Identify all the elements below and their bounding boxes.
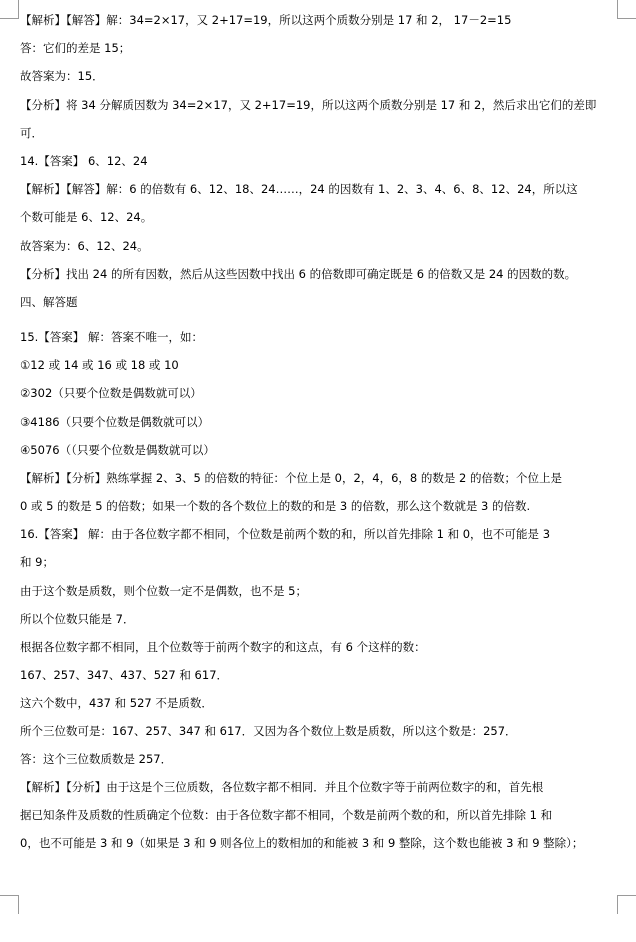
text-line: 【分析】找出 24 的所有因数，然后从这些因数中找出 6 的倍数即可确定既是 6 的倍数又是 24 的因数的数。 xyxy=(20,267,577,281)
text-line: 据已知条件及质数的性质确定个位数：由于各位数字都不相同，个数是前两个数的和，所以首先排除 1 和 xyxy=(20,808,553,822)
text-line: 答：这个三位数质数是 257． xyxy=(20,752,173,766)
text-line: ①12 或 14 或 16 或 18 或 10 xyxy=(20,358,179,372)
text-line: 可． xyxy=(20,126,43,140)
text-line: 14.【答案】 6、12、24 xyxy=(20,154,148,168)
text-line: 所以个位数只能是 7． xyxy=(20,612,135,626)
page-corner-mark xyxy=(0,895,19,914)
text-line: ②302（只要个位数是偶数就可以） xyxy=(20,386,202,400)
text-line: 个数可能是 6、12、24。 xyxy=(20,210,153,224)
text-line: 15.【答案】 解：答案不唯一，如： xyxy=(20,330,203,344)
text-line: 和 9； xyxy=(20,555,54,569)
text-line: 【解析】【分析】由于这是个三位质数，各位数字都不相同．并且个位数字等于前两位数字的和，首先根 xyxy=(20,780,544,794)
text-line: 【解析】【解答】解：6 的倍数有 6、12、18、24……，24 的因数有 1、2、3、4、6、8、12、24，所以这 xyxy=(20,182,578,196)
text-line: 由于这个数是质数，则个位数一定不是偶数，也不是 5； xyxy=(20,584,307,598)
text-line: 答：它们的差是 15； xyxy=(20,41,131,55)
text-line: 【解析】【解答】解：34=2×17，又 2+17=19，所以这两个质数分别是 17 和 2， 17－2=15 xyxy=(20,13,512,27)
text-line: 这六个数中，437 和 527 不是质数． xyxy=(20,696,213,710)
text-line: 0，也不可能是 3 和 9（如果是 3 和 9 则各位上的数相加的和能被 3 和 9 整除，这个数也能被 3 和 9 整除）； xyxy=(20,836,584,850)
text-line: ④5076（（只要个位数是偶数就可以） xyxy=(20,443,215,457)
text-line: 167、257、347、437、527 和 617． xyxy=(20,668,229,682)
text-line: ③4186（只要个位数是偶数就可以） xyxy=(20,415,210,429)
page-corner-mark xyxy=(617,895,636,914)
text-line: 所个三位数可是：167、257、347 和 617．又因为各个数位上数是质数，所以这个数是：257． xyxy=(20,724,517,738)
page-corner-mark xyxy=(0,0,19,19)
section-heading: 四、解答题 xyxy=(20,295,78,309)
text-line: 【解析】【分析】熟练掌握 2、3、5 的倍数的特征：个位上是 0，2，4，6，8 的数是 2 的倍数；个位上是 xyxy=(20,471,563,485)
text-line: 【分析】将 34 分解质因数为 34=2×17，又 2+17=19，所以这两个质数分别是 17 和 2，然后求出它们的差即 xyxy=(20,98,597,112)
text-line: 16.【答案】 解：由于各位数字都不相同，个位数是前两个数的和，所以首先排除 1 和 0，也不可能是 3 xyxy=(20,527,551,541)
text-line: 0 或 5 的数是 5 的倍数；如果一个数的各个数位上的数的和是 3 的倍数，那么这个数就是 3 的倍数. xyxy=(20,499,531,513)
text-line: 故答案为：6、12、24。 xyxy=(20,239,149,253)
text-line: 故答案为：15． xyxy=(20,69,104,83)
text-line: 根据各位数字都不相同，且个位数等于前两个数字的和这点，有 6 个这样的数： xyxy=(20,640,426,654)
